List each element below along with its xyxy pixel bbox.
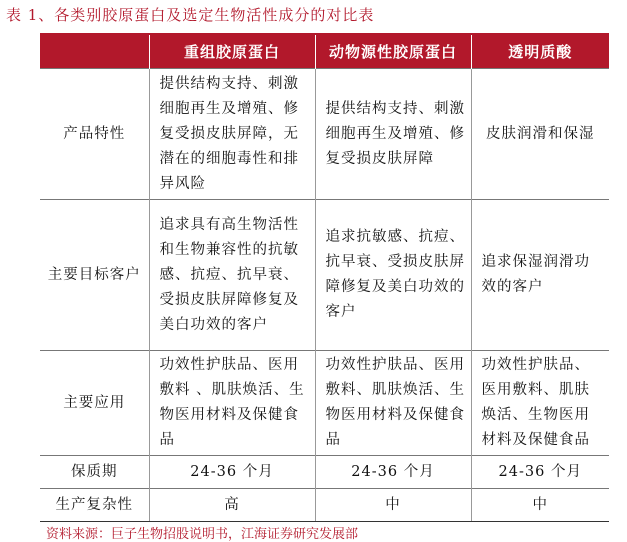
row-label: 主要目标客户 [40, 200, 149, 351]
table-cell: 中 [315, 489, 471, 522]
row-label: 生产复杂性 [40, 489, 149, 522]
header-hyaluronic-acid: 透明质酸 [471, 34, 609, 69]
row-label: 主要应用 [40, 351, 149, 456]
table-cell: 追求抗敏感、抗痘、抗早衰、受损皮肤屏障修复及美白功效的客户 [315, 200, 471, 351]
table-header-row [40, 34, 609, 69]
header-recombinant-collagen: 重组胶原蛋白 [149, 34, 315, 69]
table-cell: 追求具有高生物活性和生物兼容性的抗敏感、抗痘、抗早衰、受损皮肤屏障修复及美白功效的客户 [149, 200, 315, 351]
row-label: 保质期 [40, 456, 149, 489]
table-cell: 功效性护肤品、医用敷料 、肌肤焕活、生物医用材料及保健食品 [149, 351, 315, 456]
row-label: 产品特性 [40, 69, 149, 200]
table-cell: 皮肤润滑和保湿 [471, 69, 609, 200]
table-cell: 24-36 个月 [471, 456, 609, 489]
table-row [40, 456, 609, 489]
table-cell: 中 [471, 489, 609, 522]
header-corner [40, 34, 149, 69]
source-note: 资料来源：巨子生物招股说明书，江海证券研究发展部 [46, 527, 359, 542]
table-cell: 功效性护肤品、医用敷料、肌肤焕活、生物医用材料及保健食品 [471, 351, 609, 456]
header-animal-collagen: 动物源性胶原蛋白 [315, 34, 471, 69]
table-cell: 追求保湿润滑功效的客户 [471, 200, 609, 351]
table-row [40, 200, 609, 351]
table-cell: 提供结构支持、刺激细胞再生及增殖、修复受损皮肤屏障，无潜在的细胞毒性和排异风险 [149, 69, 315, 200]
table-cell: 24-36 个月 [315, 456, 471, 489]
table-cell: 24-36 个月 [149, 456, 315, 489]
table-cell: 提供结构支持、刺激细胞再生及增殖、修复受损皮肤屏障 [315, 69, 471, 200]
table-cell: 高 [149, 489, 315, 522]
table-row [40, 351, 609, 456]
table-caption: 表 1、各类别胶原蛋白及选定生物活性成分的对比表 [6, 6, 375, 24]
comparison-table [40, 33, 609, 522]
table-row [40, 69, 609, 200]
table-cell: 功效性护肤品、医用敷料、肌肤焕活、生物医用材料及保健食品 [315, 351, 471, 456]
table-row [40, 489, 609, 522]
